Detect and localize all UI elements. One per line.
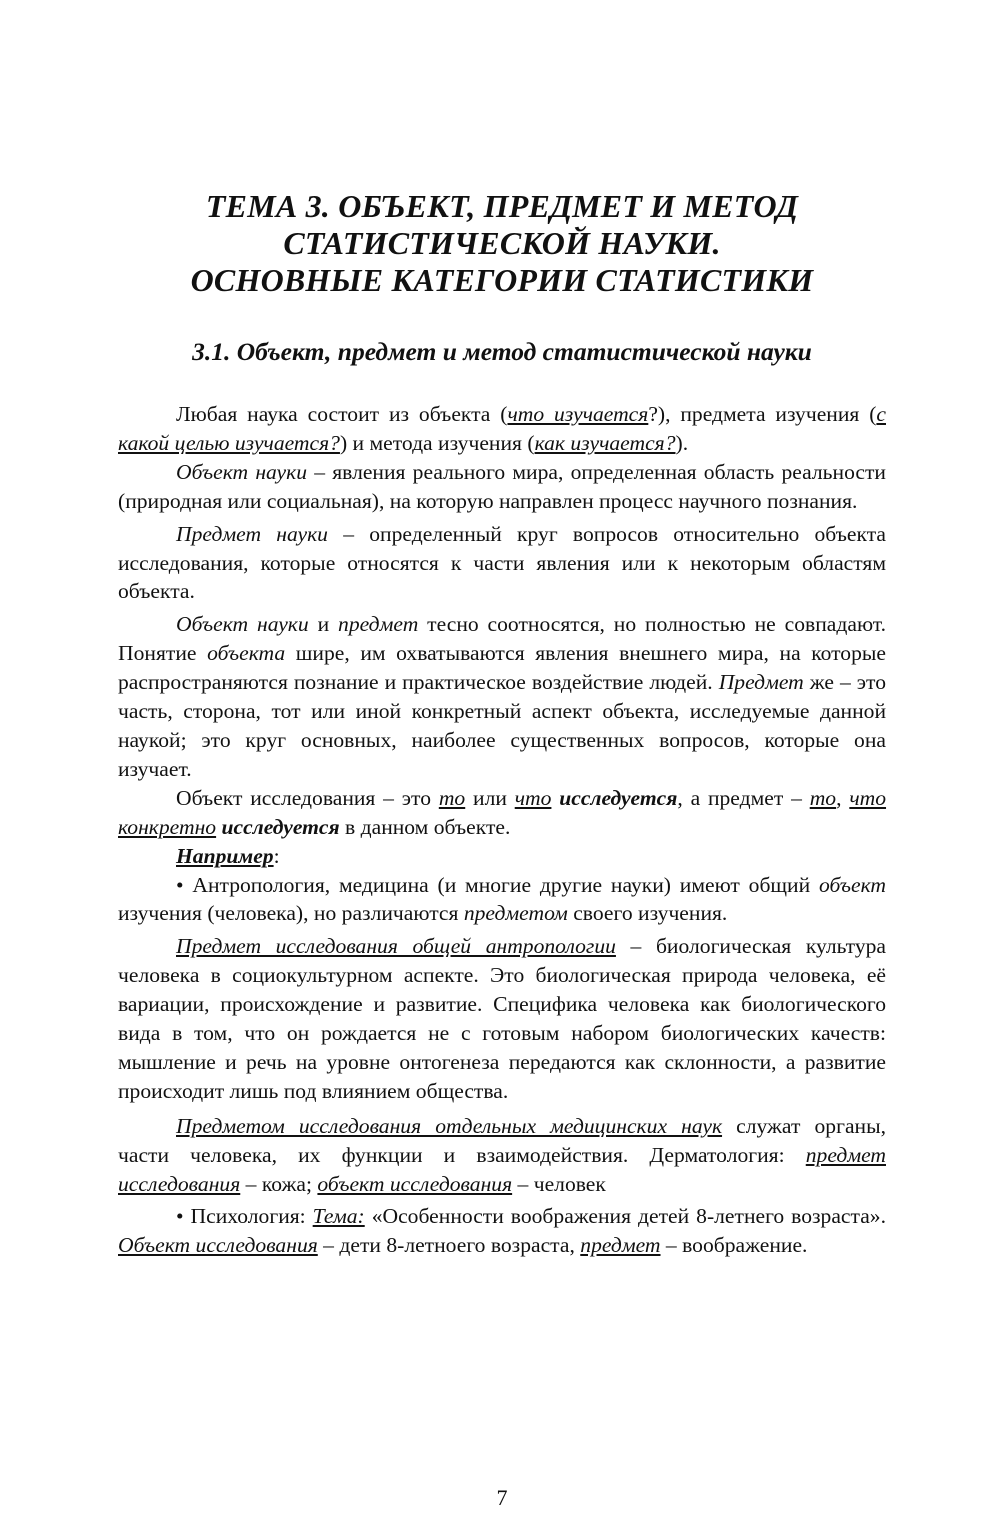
emphasis-run: Объект исследования <box>118 1233 318 1258</box>
paragraph-research-object <box>118 784 886 842</box>
term-run: Предмет науки <box>176 521 328 546</box>
text-run: Объект исследования – это <box>176 785 439 810</box>
chapter-title <box>118 188 886 299</box>
strong-run: исследуется <box>221 814 340 839</box>
text-run: – кожа; <box>240 1171 318 1196</box>
text-run: ). <box>675 430 689 455</box>
text-run: и <box>308 612 339 637</box>
example-heading <box>118 842 886 871</box>
emphasis-run: Предметом исследования отдельных медицинских наук <box>176 1113 723 1138</box>
text-run: «Особенности воображения детей 8-летнего возраста». <box>364 1204 887 1229</box>
emphasis-run: с какой целью изучается? <box>118 402 886 455</box>
term-run: объект <box>818 872 886 897</box>
text-run: шире, им охватываются явления внешнего мира, на которые распространяются познание и практическое воздействие людей. <box>118 641 886 695</box>
term-run: предметом <box>463 901 568 926</box>
paragraph-definition-intro <box>118 400 886 458</box>
emphasis-run: что изучается <box>507 402 649 426</box>
emphasis-run: Тема: <box>312 1204 365 1229</box>
text-run: : <box>273 843 280 868</box>
chapter-title-line-2: СТАТИСТИЧЕСКОЙ НАУКИ. <box>283 225 721 261</box>
term-run: предмет <box>338 612 419 637</box>
text-run: – биологическая культура человека в социокультурном аспекте. Это биологическая природа человека, её вариации, происхождение и развитие. Специфика человека как биологического вида в том, что он рождается не с готовым набором биологических качеств: мышление и речь на уровне онтогенеза передаются как склонности, а развитие происходит лишь под влиянием общества. <box>118 934 886 1103</box>
paragraph-subject-definition <box>118 520 886 607</box>
section-title: 3.1. Объект, предмет и метод статистической науки <box>192 337 812 366</box>
emphasis-run: объект исследования <box>317 1171 513 1196</box>
emphasis-run: то <box>809 785 837 810</box>
text-run: – человек <box>512 1171 606 1196</box>
text-run: ) и метода изучения ( <box>339 430 535 455</box>
emphasis-run: предмет исследования <box>118 1142 886 1196</box>
text-run: • Психология: <box>176 1204 313 1229</box>
paragraph-psychology-example <box>118 1202 886 1260</box>
page-number: 7 <box>496 1485 508 1510</box>
term-run: Объект науки – <box>176 459 326 484</box>
emphasis-run: что <box>514 785 552 810</box>
term-run: Предмет <box>718 670 804 695</box>
emphasis-run: то <box>438 785 466 810</box>
text-run: своего изучения. <box>567 901 728 926</box>
term-run: объекта <box>207 641 286 666</box>
text-run: явления реального мира, определенная область реальности (природная или социальная), на которую направлен процесс научного познания. <box>118 459 886 513</box>
paragraph-anthropology-example <box>118 871 886 929</box>
text-run: тесно соотносятся, но полностью не совпадают. Понятие <box>118 612 886 666</box>
text-run: , а предмет – <box>677 785 810 810</box>
chapter-title-line-1: ТЕМА 3. ОБЪЕКТ, ПРЕДМЕТ И МЕТОД <box>205 188 799 224</box>
text-run: – воображение. <box>660 1233 808 1258</box>
paragraph-anthropology-subject <box>118 932 886 1105</box>
paragraph-object-vs-subject <box>118 610 886 783</box>
text-run: же – это часть, сторона, тот или иной конкретный аспект объекта, исследуемые данной наукой; это круг основных, наиболее существенных вопросов, которые она изучает. <box>118 670 886 781</box>
emphasis-run: как изучается? <box>534 430 676 455</box>
strong-run: исследуется <box>559 785 678 810</box>
example-label: Например <box>176 843 274 868</box>
text-run: , <box>836 785 850 810</box>
text-run: служат органы, части человека, их функции и взаимодействия. Дерматология: <box>118 1113 886 1167</box>
text-run: ?), предмета изучения ( <box>648 402 877 426</box>
text-run: или <box>465 785 515 810</box>
text-run: изучения (человека), но различаются <box>118 901 464 926</box>
term-run: Объект науки <box>176 612 309 637</box>
emphasis-run: Предмет исследования общей антропологии <box>176 934 616 959</box>
text-run: – дети 8-летноего возраста, <box>317 1233 581 1258</box>
text-run: в данном объекте. <box>339 814 511 839</box>
chapter-title-line-3: ОСНОВНЫЕ КАТЕГОРИИ СТАТИСТИКИ <box>190 262 814 298</box>
paragraph-medicine-subject <box>118 1112 886 1199</box>
paragraph-object-definition <box>118 458 886 516</box>
text-run: • Антропология, медицина (и многие другие науки) имеют общий <box>176 872 819 897</box>
emphasis-run: что конкретно <box>118 785 887 839</box>
text-run: Любая наука состоит из объекта ( <box>176 402 508 426</box>
emphasis-run: предмет <box>580 1233 661 1258</box>
text-run: – определенный круг вопросов относительно объекта исследования, которые относятся к части явления или к некоторым областям объекта. <box>118 521 886 604</box>
body-text <box>118 400 886 1260</box>
